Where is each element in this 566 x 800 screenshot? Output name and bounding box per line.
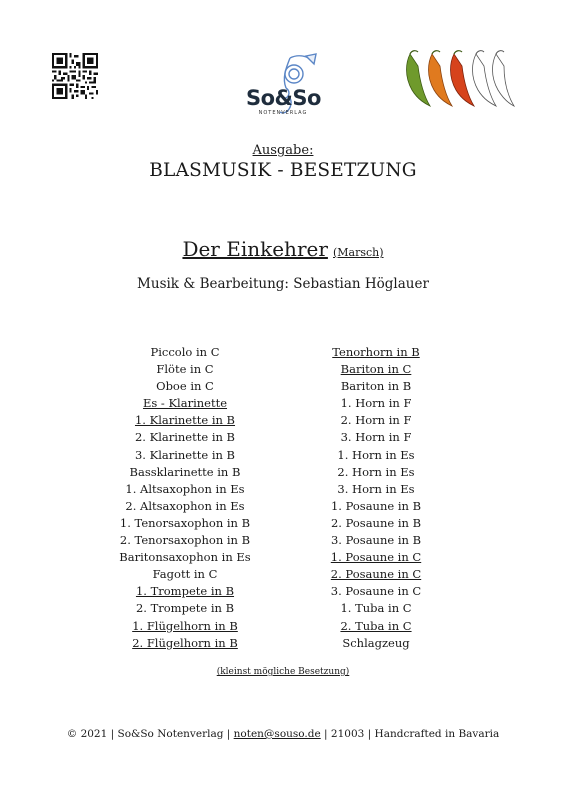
instrument-item: Schlagzeug xyxy=(342,635,410,650)
pepper-icon xyxy=(407,51,431,106)
instrument-item: 1. Altsaxophon in Es xyxy=(125,481,245,496)
minimal-instrumentation-note: (kleinst mögliche Besetzung) xyxy=(216,667,350,677)
instrument-item: Bariton in B xyxy=(340,379,412,394)
pepper-icon xyxy=(429,51,453,106)
footer-prefix: © 2021 | So&So Notenverlag | xyxy=(66,728,234,740)
instrument-item: Piccolo in C xyxy=(150,345,220,359)
instrument-item: Es - Klarinette xyxy=(142,396,228,411)
composer-line: Musik & Bearbeitung: Sebastian Höglauer xyxy=(137,276,429,292)
piece-subtitle: (Marsch) xyxy=(333,246,384,259)
instrument-item: 2. Tenorsaxophon in B xyxy=(119,533,251,548)
difficulty-peppers xyxy=(398,48,516,108)
pepper-outline-icon xyxy=(473,51,497,106)
instrument-item: 2. Posaune in C xyxy=(330,567,422,582)
instrument-item: 1. Tuba in C xyxy=(340,601,412,616)
instrument-item: 1. Posaune in B xyxy=(330,498,422,513)
instrument-item: 3. Posaune in C xyxy=(330,584,422,599)
instrument-item: 2. Trompete in B xyxy=(135,601,235,616)
instrument-item: 1. Klarinette in B xyxy=(134,413,236,428)
instrument-item: 2. Horn in F xyxy=(340,413,412,428)
instrument-item: 3. Horn in Es xyxy=(337,481,415,496)
instrument-item: 2. Flügelhorn in B xyxy=(132,635,238,650)
footer-suffix: | 21003 | Handcrafted in Bavaria xyxy=(320,728,500,740)
instrument-item: 1. Horn in Es xyxy=(337,447,415,462)
logo-subtext: NOTENVERLAG xyxy=(258,110,308,116)
instrument-list-right xyxy=(276,344,476,652)
instrument-item: Fagott in C xyxy=(152,567,218,582)
instrument-item: 3. Klarinette in B xyxy=(134,447,236,462)
instrument-item: Tenorhorn in B xyxy=(332,345,420,359)
piece-title: Der Einkehrer xyxy=(182,237,328,261)
instrument-item: Bariton in C xyxy=(340,362,412,377)
instrument-item: 2. Posaune in B xyxy=(330,515,422,530)
besetzung-heading: BLASMUSIK - BESETZUNG xyxy=(149,160,417,181)
instrument-item: 2. Altsaxophon in Es xyxy=(125,498,245,513)
pepper-outline-icon xyxy=(493,51,515,106)
instrument-item: 1. Horn in F xyxy=(340,396,412,411)
instrument-item: Oboe in C xyxy=(156,379,214,394)
instrument-item: 1. Flügelhorn in B xyxy=(132,618,238,633)
instrument-item: 3. Horn in F xyxy=(340,430,412,445)
instrument-item: Bassklarinette in B xyxy=(129,464,241,479)
instrument-item: 3. Posaune in B xyxy=(330,533,422,548)
instrument-item: 1. Trompete in B xyxy=(135,584,235,599)
instrument-list-left xyxy=(85,344,285,652)
pepper-icon xyxy=(451,51,475,106)
instrument-item: 1. Posaune in C xyxy=(330,550,422,565)
footer xyxy=(0,728,566,740)
qr-code xyxy=(52,53,98,99)
instrument-item: Baritonsaxophon in Es xyxy=(119,550,251,565)
title-row xyxy=(0,237,566,261)
footer-email-link[interactable]: noten@souso.de xyxy=(233,728,321,740)
instrument-item: 2. Klarinette in B xyxy=(134,430,236,445)
instrument-item: 2. Horn in Es xyxy=(337,464,415,479)
instrument-item: Flöte in C xyxy=(156,362,214,377)
logo-text: So&So xyxy=(246,86,321,110)
instrument-item: 1. Tenorsaxophon in B xyxy=(119,515,251,530)
ausgabe-label: Ausgabe: xyxy=(252,143,314,158)
instrument-item: 2. Tuba in C xyxy=(340,618,412,633)
